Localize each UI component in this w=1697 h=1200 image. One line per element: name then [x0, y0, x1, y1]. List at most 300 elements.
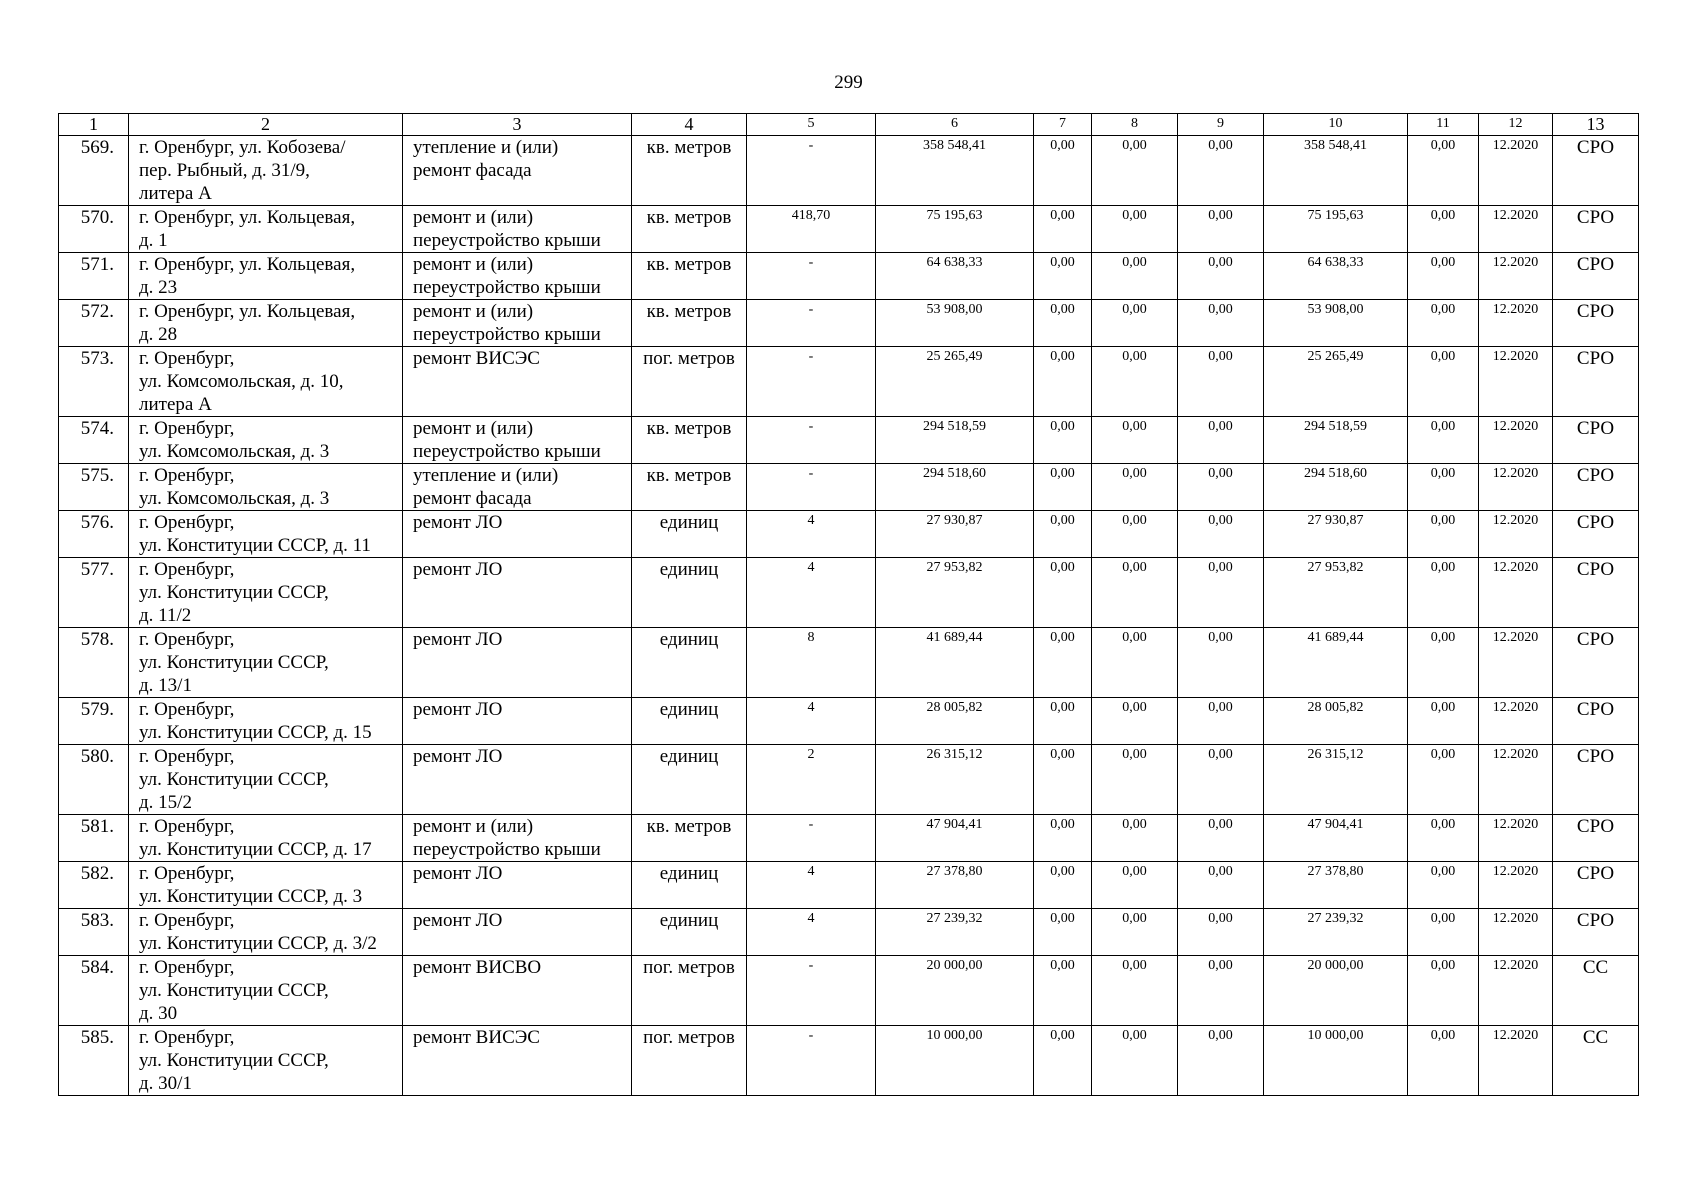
fund-col-7-cell: 0,00: [1034, 1026, 1092, 1096]
unit-cell: кв. метров: [632, 417, 747, 464]
table-row: [59, 698, 1639, 745]
address-cell-line: г. Оренбург, ул. Кобозева/: [139, 137, 346, 158]
address-cell: [129, 136, 403, 206]
owners-funds-cell: 47 904,41: [1264, 815, 1408, 862]
unit-cell: пог. метров: [632, 1026, 747, 1096]
row-number: 573.: [59, 347, 129, 417]
volume-cell: -: [747, 815, 876, 862]
table-row: [59, 1026, 1639, 1096]
volume-cell: 4: [747, 558, 876, 628]
owners-funds-cell: 27 930,87: [1264, 511, 1408, 558]
address-cell-line: ул. Конституции СССР, д. 11: [139, 535, 371, 556]
address-cell-line: ул. Комсомольская, д. 3: [139, 441, 330, 462]
fund-col-9-cell: 0,00: [1178, 253, 1264, 300]
fund-col-7-cell: 0,00: [1034, 464, 1092, 511]
owners-funds-cell: 41 689,44: [1264, 628, 1408, 698]
table-row: [59, 815, 1639, 862]
address-cell-line: г. Оренбург, ул. Кольцевая,: [139, 254, 356, 275]
table-row: [59, 300, 1639, 347]
other-funds-cell: 0,00: [1408, 628, 1479, 698]
fund-col-9-cell: 0,00: [1178, 628, 1264, 698]
total-cost-cell: 294 518,60: [876, 464, 1034, 511]
owners-funds-cell: 10 000,00: [1264, 1026, 1408, 1096]
table-row: [59, 628, 1639, 698]
fund-col-7-cell: 0,00: [1034, 745, 1092, 815]
address-cell-line: г. Оренбург,: [139, 418, 235, 439]
address-cell-line: д. 23: [139, 277, 178, 298]
address-cell-line: г. Оренбург,: [139, 348, 235, 369]
total-cost-cell: 27 930,87: [876, 511, 1034, 558]
other-funds-cell: 0,00: [1408, 511, 1479, 558]
row-number: 579.: [59, 698, 129, 745]
total-cost-cell: 27 378,80: [876, 862, 1034, 909]
col-header-10: 10: [1264, 114, 1408, 136]
fund-col-9-cell: 0,00: [1178, 909, 1264, 956]
fund-col-8-cell: 0,00: [1092, 745, 1178, 815]
deadline-cell: 12.2020: [1479, 253, 1553, 300]
deadline-cell: 12.2020: [1479, 909, 1553, 956]
address-cell: [129, 558, 403, 628]
fund-col-7-cell: 0,00: [1034, 206, 1092, 253]
total-cost-cell: 75 195,63: [876, 206, 1034, 253]
address-cell-line: ул. Конституции СССР, д. 3: [139, 886, 363, 907]
address-cell-line: г. Оренбург,: [139, 816, 235, 837]
fund-col-8-cell: 0,00: [1092, 862, 1178, 909]
address-cell-line: г. Оренбург,: [139, 1027, 235, 1048]
total-cost-cell: 64 638,33: [876, 253, 1034, 300]
owners-funds-cell: 53 908,00: [1264, 300, 1408, 347]
volume-cell: 8: [747, 628, 876, 698]
work-type-cell-line: ремонт ЛО: [413, 746, 503, 767]
address-cell-line: г. Оренбург, ул. Кольцевая,: [139, 207, 356, 228]
work-type-cell-line: ремонт ЛО: [413, 512, 503, 533]
total-cost-cell: 27 953,82: [876, 558, 1034, 628]
total-cost-cell: 47 904,41: [876, 815, 1034, 862]
work-type-cell-line: ремонт ВИСВО: [413, 957, 542, 978]
col-header-5: 5: [747, 114, 876, 136]
table-row: [59, 862, 1639, 909]
work-type-cell: [403, 815, 632, 862]
unit-cell: кв. метров: [632, 253, 747, 300]
address-cell-line: д. 1: [139, 230, 168, 251]
work-type-cell: [403, 558, 632, 628]
table-row: [59, 745, 1639, 815]
work-type-cell: [403, 698, 632, 745]
unit-cell: пог. метров: [632, 956, 747, 1026]
address-cell-line: ул. Конституции СССР,: [139, 1050, 329, 1071]
unit-cell: кв. метров: [632, 464, 747, 511]
volume-cell: 4: [747, 511, 876, 558]
address-cell-line: литера А: [139, 183, 212, 204]
fund-col-7-cell: 0,00: [1034, 909, 1092, 956]
fund-col-8-cell: 0,00: [1092, 1026, 1178, 1096]
table-row: [59, 417, 1639, 464]
work-type-cell: [403, 300, 632, 347]
volume-cell: -: [747, 253, 876, 300]
other-funds-cell: 0,00: [1408, 136, 1479, 206]
volume-cell: -: [747, 1026, 876, 1096]
other-funds-cell: 0,00: [1408, 815, 1479, 862]
other-funds-cell: 0,00: [1408, 1026, 1479, 1096]
work-type-cell: [403, 417, 632, 464]
address-cell-line: ул. Конституции СССР, д. 17: [139, 839, 372, 860]
work-type-cell-line: ремонт фасада: [413, 160, 532, 181]
unit-cell: единиц: [632, 698, 747, 745]
fund-col-8-cell: 0,00: [1092, 253, 1178, 300]
fund-col-7-cell: 0,00: [1034, 511, 1092, 558]
row-number: 570.: [59, 206, 129, 253]
address-cell-line: г. Оренбург,: [139, 465, 235, 486]
address-cell: [129, 862, 403, 909]
fund-col-8-cell: 0,00: [1092, 206, 1178, 253]
unit-cell: кв. метров: [632, 300, 747, 347]
method-cell: СРО: [1553, 815, 1639, 862]
deadline-cell: 12.2020: [1479, 136, 1553, 206]
unit-cell: кв. метров: [632, 206, 747, 253]
address-cell: [129, 300, 403, 347]
other-funds-cell: 0,00: [1408, 300, 1479, 347]
volume-cell: 418,70: [747, 206, 876, 253]
address-cell-line: пер. Рыбный, д. 31/9,: [139, 160, 310, 181]
deadline-cell: 12.2020: [1479, 511, 1553, 558]
work-type-cell-line: ремонт ЛО: [413, 910, 503, 931]
deadline-cell: 12.2020: [1479, 745, 1553, 815]
col-header-3: 3: [403, 114, 632, 136]
work-type-cell: [403, 628, 632, 698]
fund-col-9-cell: 0,00: [1178, 417, 1264, 464]
row-number: 574.: [59, 417, 129, 464]
method-cell: СС: [1553, 956, 1639, 1026]
row-number: 585.: [59, 1026, 129, 1096]
col-header-13: 13: [1553, 114, 1639, 136]
work-type-cell: [403, 136, 632, 206]
other-funds-cell: 0,00: [1408, 206, 1479, 253]
col-header-12: 12: [1479, 114, 1553, 136]
fund-col-7-cell: 0,00: [1034, 347, 1092, 417]
work-type-cell-line: переустройство крыши: [413, 441, 601, 462]
address-cell-line: г. Оренбург,: [139, 957, 235, 978]
fund-col-9-cell: 0,00: [1178, 862, 1264, 909]
total-cost-cell: 294 518,59: [876, 417, 1034, 464]
fund-col-9-cell: 0,00: [1178, 136, 1264, 206]
other-funds-cell: 0,00: [1408, 862, 1479, 909]
work-type-cell-line: утепление и (или): [413, 137, 559, 158]
table-row: [59, 253, 1639, 300]
address-cell-line: г. Оренбург, ул. Кольцевая,: [139, 301, 356, 322]
address-cell-line: г. Оренбург,: [139, 863, 235, 884]
owners-funds-cell: 294 518,60: [1264, 464, 1408, 511]
col-header-6: 6: [876, 114, 1034, 136]
page-number: 299: [834, 72, 863, 93]
owners-funds-cell: 64 638,33: [1264, 253, 1408, 300]
deadline-cell: 12.2020: [1479, 417, 1553, 464]
work-type-cell-line: ремонт и (или): [413, 301, 534, 322]
fund-col-7-cell: 0,00: [1034, 253, 1092, 300]
row-number: 576.: [59, 511, 129, 558]
owners-funds-cell: 27 953,82: [1264, 558, 1408, 628]
other-funds-cell: 0,00: [1408, 253, 1479, 300]
volume-cell: -: [747, 956, 876, 1026]
other-funds-cell: 0,00: [1408, 745, 1479, 815]
table-row: [59, 206, 1639, 253]
fund-col-9-cell: 0,00: [1178, 1026, 1264, 1096]
method-cell: СРО: [1553, 862, 1639, 909]
volume-cell: -: [747, 347, 876, 417]
work-type-cell-line: ремонт ВИСЭС: [413, 348, 540, 369]
address-cell: [129, 347, 403, 417]
deadline-cell: 12.2020: [1479, 206, 1553, 253]
volume-cell: -: [747, 136, 876, 206]
address-cell: [129, 698, 403, 745]
fund-col-7-cell: 0,00: [1034, 698, 1092, 745]
work-type-cell: [403, 909, 632, 956]
unit-cell: единиц: [632, 745, 747, 815]
deadline-cell: 12.2020: [1479, 300, 1553, 347]
owners-funds-cell: 358 548,41: [1264, 136, 1408, 206]
address-cell-line: д. 11/2: [139, 605, 192, 626]
deadline-cell: 12.2020: [1479, 815, 1553, 862]
address-cell-line: ул. Конституции СССР,: [139, 652, 329, 673]
work-type-cell-line: ремонт ЛО: [413, 699, 503, 720]
work-type-cell: [403, 206, 632, 253]
volume-cell: -: [747, 300, 876, 347]
fund-col-9-cell: 0,00: [1178, 464, 1264, 511]
fund-col-8-cell: 0,00: [1092, 956, 1178, 1026]
unit-cell: единиц: [632, 909, 747, 956]
row-number: 581.: [59, 815, 129, 862]
method-cell: СРО: [1553, 253, 1639, 300]
address-cell: [129, 206, 403, 253]
other-funds-cell: 0,00: [1408, 956, 1479, 1026]
work-type-cell-line: ремонт ЛО: [413, 629, 503, 650]
table-row: [59, 136, 1639, 206]
address-cell-line: ул. Комсомольская, д. 3: [139, 488, 330, 509]
work-type-cell-line: ремонт фасада: [413, 488, 532, 509]
address-cell-line: д. 30: [139, 1003, 178, 1024]
address-cell: [129, 909, 403, 956]
fund-col-8-cell: 0,00: [1092, 417, 1178, 464]
fund-col-8-cell: 0,00: [1092, 511, 1178, 558]
method-cell: СРО: [1553, 745, 1639, 815]
fund-col-9-cell: 0,00: [1178, 815, 1264, 862]
other-funds-cell: 0,00: [1408, 417, 1479, 464]
work-type-cell-line: ремонт и (или): [413, 254, 534, 275]
fund-col-8-cell: 0,00: [1092, 628, 1178, 698]
volume-cell: 4: [747, 698, 876, 745]
row-number: 571.: [59, 253, 129, 300]
col-header-9: 9: [1178, 114, 1264, 136]
volume-cell: 4: [747, 909, 876, 956]
address-cell-line: г. Оренбург,: [139, 512, 235, 533]
fund-col-9-cell: 0,00: [1178, 956, 1264, 1026]
address-cell-line: д. 30/1: [139, 1073, 192, 1094]
owners-funds-cell: 26 315,12: [1264, 745, 1408, 815]
unit-cell: единиц: [632, 558, 747, 628]
address-cell-line: ул. Конституции СССР,: [139, 980, 329, 1001]
method-cell: СРО: [1553, 136, 1639, 206]
total-cost-cell: 53 908,00: [876, 300, 1034, 347]
table-body: [59, 114, 1639, 1096]
method-cell: СРО: [1553, 511, 1639, 558]
owners-funds-cell: 25 265,49: [1264, 347, 1408, 417]
address-cell: [129, 253, 403, 300]
method-cell: СРО: [1553, 417, 1639, 464]
fund-col-8-cell: 0,00: [1092, 136, 1178, 206]
deadline-cell: 12.2020: [1479, 956, 1553, 1026]
fund-col-9-cell: 0,00: [1178, 347, 1264, 417]
volume-cell: 2: [747, 745, 876, 815]
unit-cell: единиц: [632, 628, 747, 698]
row-number: 580.: [59, 745, 129, 815]
fund-col-7-cell: 0,00: [1034, 815, 1092, 862]
fund-col-8-cell: 0,00: [1092, 558, 1178, 628]
total-cost-cell: 358 548,41: [876, 136, 1034, 206]
address-cell-line: г. Оренбург,: [139, 746, 235, 767]
col-header-8: 8: [1092, 114, 1178, 136]
method-cell: СРО: [1553, 206, 1639, 253]
address-cell-line: ул. Конституции СССР,: [139, 582, 329, 603]
method-cell: СРО: [1553, 628, 1639, 698]
deadline-cell: 12.2020: [1479, 698, 1553, 745]
fund-col-9-cell: 0,00: [1178, 206, 1264, 253]
work-type-cell: [403, 253, 632, 300]
volume-cell: 4: [747, 862, 876, 909]
col-header-2: 2: [129, 114, 403, 136]
fund-col-8-cell: 0,00: [1092, 347, 1178, 417]
work-type-cell: [403, 745, 632, 815]
deadline-cell: 12.2020: [1479, 558, 1553, 628]
address-cell-line: г. Оренбург,: [139, 699, 235, 720]
fund-col-9-cell: 0,00: [1178, 511, 1264, 558]
owners-funds-cell: 294 518,59: [1264, 417, 1408, 464]
fund-col-8-cell: 0,00: [1092, 815, 1178, 862]
work-type-cell: [403, 862, 632, 909]
address-cell-line: д. 15/2: [139, 792, 192, 813]
work-type-cell: [403, 464, 632, 511]
method-cell: СРО: [1553, 698, 1639, 745]
total-cost-cell: 25 265,49: [876, 347, 1034, 417]
total-cost-cell: 28 005,82: [876, 698, 1034, 745]
repair-register-table: [58, 113, 1639, 1096]
owners-funds-cell: 20 000,00: [1264, 956, 1408, 1026]
volume-cell: -: [747, 417, 876, 464]
fund-col-8-cell: 0,00: [1092, 464, 1178, 511]
work-type-cell-line: переустройство крыши: [413, 230, 601, 251]
other-funds-cell: 0,00: [1408, 698, 1479, 745]
work-type-cell-line: переустройство крыши: [413, 324, 601, 345]
column-number-row: [59, 114, 1639, 136]
table-row: [59, 464, 1639, 511]
fund-col-9-cell: 0,00: [1178, 558, 1264, 628]
fund-col-9-cell: 0,00: [1178, 745, 1264, 815]
method-cell: СРО: [1553, 558, 1639, 628]
total-cost-cell: 27 239,32: [876, 909, 1034, 956]
volume-cell: -: [747, 464, 876, 511]
fund-col-8-cell: 0,00: [1092, 300, 1178, 347]
table-row: [59, 956, 1639, 1026]
address-cell-line: литера А: [139, 394, 212, 415]
deadline-cell: 12.2020: [1479, 347, 1553, 417]
col-header-1: 1: [59, 114, 129, 136]
other-funds-cell: 0,00: [1408, 347, 1479, 417]
fund-col-7-cell: 0,00: [1034, 300, 1092, 347]
address-cell-line: ул. Конституции СССР, д. 15: [139, 722, 372, 743]
unit-cell: кв. метров: [632, 136, 747, 206]
work-type-cell-line: ремонт и (или): [413, 418, 534, 439]
unit-cell: единиц: [632, 511, 747, 558]
address-cell-line: г. Оренбург,: [139, 559, 235, 580]
row-number: 584.: [59, 956, 129, 1026]
row-number: 569.: [59, 136, 129, 206]
row-number: 575.: [59, 464, 129, 511]
table-row: [59, 347, 1639, 417]
row-number: 583.: [59, 909, 129, 956]
total-cost-cell: 26 315,12: [876, 745, 1034, 815]
row-number: 578.: [59, 628, 129, 698]
method-cell: СРО: [1553, 909, 1639, 956]
work-type-cell-line: утепление и (или): [413, 465, 559, 486]
address-cell-line: д. 13/1: [139, 675, 192, 696]
method-cell: СРО: [1553, 347, 1639, 417]
address-cell: [129, 464, 403, 511]
work-type-cell-line: ремонт ЛО: [413, 863, 503, 884]
work-type-cell-line: ремонт ВИСЭС: [413, 1027, 540, 1048]
method-cell: СРО: [1553, 464, 1639, 511]
total-cost-cell: 41 689,44: [876, 628, 1034, 698]
address-cell-line: ул. Комсомольская, д. 10,: [139, 371, 344, 392]
other-funds-cell: 0,00: [1408, 909, 1479, 956]
work-type-cell-line: ремонт ЛО: [413, 559, 503, 580]
col-header-4: 4: [632, 114, 747, 136]
address-cell: [129, 628, 403, 698]
deadline-cell: 12.2020: [1479, 464, 1553, 511]
owners-funds-cell: 28 005,82: [1264, 698, 1408, 745]
address-cell-line: д. 28: [139, 324, 178, 345]
col-header-11: 11: [1408, 114, 1479, 136]
work-type-cell-line: переустройство крыши: [413, 277, 601, 298]
fund-col-9-cell: 0,00: [1178, 698, 1264, 745]
fund-col-8-cell: 0,00: [1092, 698, 1178, 745]
work-type-cell-line: ремонт и (или): [413, 207, 534, 228]
deadline-cell: 12.2020: [1479, 628, 1553, 698]
work-type-cell: [403, 1026, 632, 1096]
work-type-cell-line: ремонт и (или): [413, 816, 534, 837]
address-cell-line: г. Оренбург,: [139, 629, 235, 650]
row-number: 577.: [59, 558, 129, 628]
fund-col-7-cell: 0,00: [1034, 628, 1092, 698]
unit-cell: пог. метров: [632, 347, 747, 417]
address-cell: [129, 1026, 403, 1096]
total-cost-cell: 20 000,00: [876, 956, 1034, 1026]
unit-cell: кв. метров: [632, 815, 747, 862]
row-number: 572.: [59, 300, 129, 347]
deadline-cell: 12.2020: [1479, 1026, 1553, 1096]
table-row: [59, 511, 1639, 558]
address-cell-line: ул. Конституции СССР, д. 3/2: [139, 933, 377, 954]
other-funds-cell: 0,00: [1408, 558, 1479, 628]
owners-funds-cell: 75 195,63: [1264, 206, 1408, 253]
work-type-cell-line: переустройство крыши: [413, 839, 601, 860]
deadline-cell: 12.2020: [1479, 862, 1553, 909]
fund-col-7-cell: 0,00: [1034, 558, 1092, 628]
fund-col-7-cell: 0,00: [1034, 136, 1092, 206]
address-cell: [129, 956, 403, 1026]
table-row: [59, 909, 1639, 956]
row-number: 582.: [59, 862, 129, 909]
table-row: [59, 558, 1639, 628]
fund-col-7-cell: 0,00: [1034, 862, 1092, 909]
fund-col-8-cell: 0,00: [1092, 909, 1178, 956]
